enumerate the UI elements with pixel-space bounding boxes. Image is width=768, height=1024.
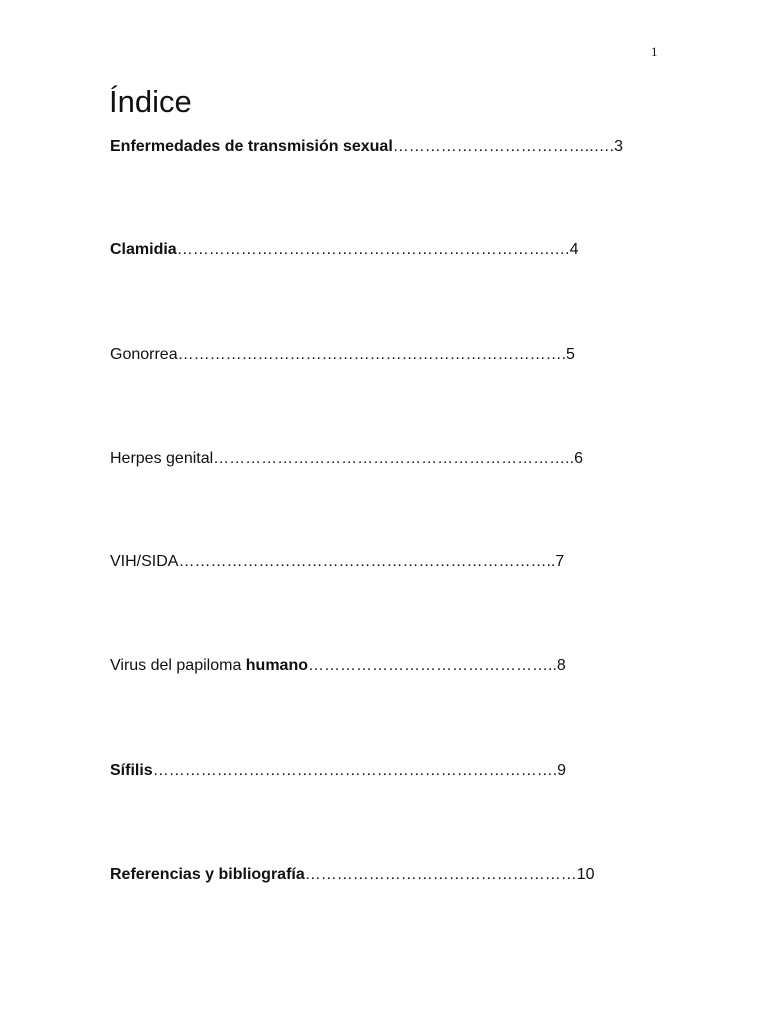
toc-entry-referencias [110, 865, 595, 885]
toc-entry-label: Clamidia [110, 241, 177, 258]
toc-entry-leader: ………………………………………………………….. [213, 450, 575, 467]
toc-entry-vih-sida [110, 552, 564, 572]
toc-entry-leader: ………………………………..…. [392, 138, 615, 155]
toc-entry-clamidia [110, 240, 578, 260]
toc-entry-herpes-genital [110, 449, 583, 469]
toc-entry-label: Herpes genital [110, 450, 214, 467]
toc-entry-enfermedades [110, 137, 623, 157]
toc-entry-label: VIH/SIDA [110, 553, 179, 570]
toc-entry-label: Referencias y bibliografía [110, 866, 305, 883]
toc-entry-leader: …………………………………………………………….…. [176, 241, 570, 258]
toc-entry-leader: …………………………………………… [304, 866, 577, 883]
toc-entry-page: 8 [556, 657, 566, 674]
toc-entry-label: Enfermedades de transmisión sexual [110, 138, 393, 155]
toc-entry-sifilis [110, 761, 566, 781]
page-number: 1 [651, 44, 658, 59]
toc-entry-label: Virus del papiloma [110, 657, 246, 674]
toc-entry-leader: ……………………………………….. [308, 657, 557, 674]
toc-entry-virus-papiloma [110, 656, 566, 676]
toc-entry-label: Sífilis [110, 762, 153, 779]
page-title: Índice [109, 84, 192, 119]
toc-entry-gonorrea [110, 345, 575, 365]
toc-entry-page: 10 [576, 866, 595, 883]
toc-entry-label: Gonorrea [110, 346, 178, 363]
toc-entry-page: 5 [566, 346, 575, 363]
toc-entry-page: 9 [557, 762, 567, 779]
toc-entry-label-extra: humano [245, 657, 308, 674]
toc-entry-leader: ………………………………………………………………. [177, 346, 567, 363]
toc-entry-page: 7 [555, 553, 565, 570]
toc-entry-page: 4 [569, 241, 579, 258]
toc-entry-page: 3 [614, 138, 624, 155]
toc-entry-page: 6 [574, 450, 583, 467]
toc-entry-leader: …………………………………………………………….. [178, 553, 556, 570]
toc-entry-leader: …………………………………………………………………. [152, 762, 558, 779]
